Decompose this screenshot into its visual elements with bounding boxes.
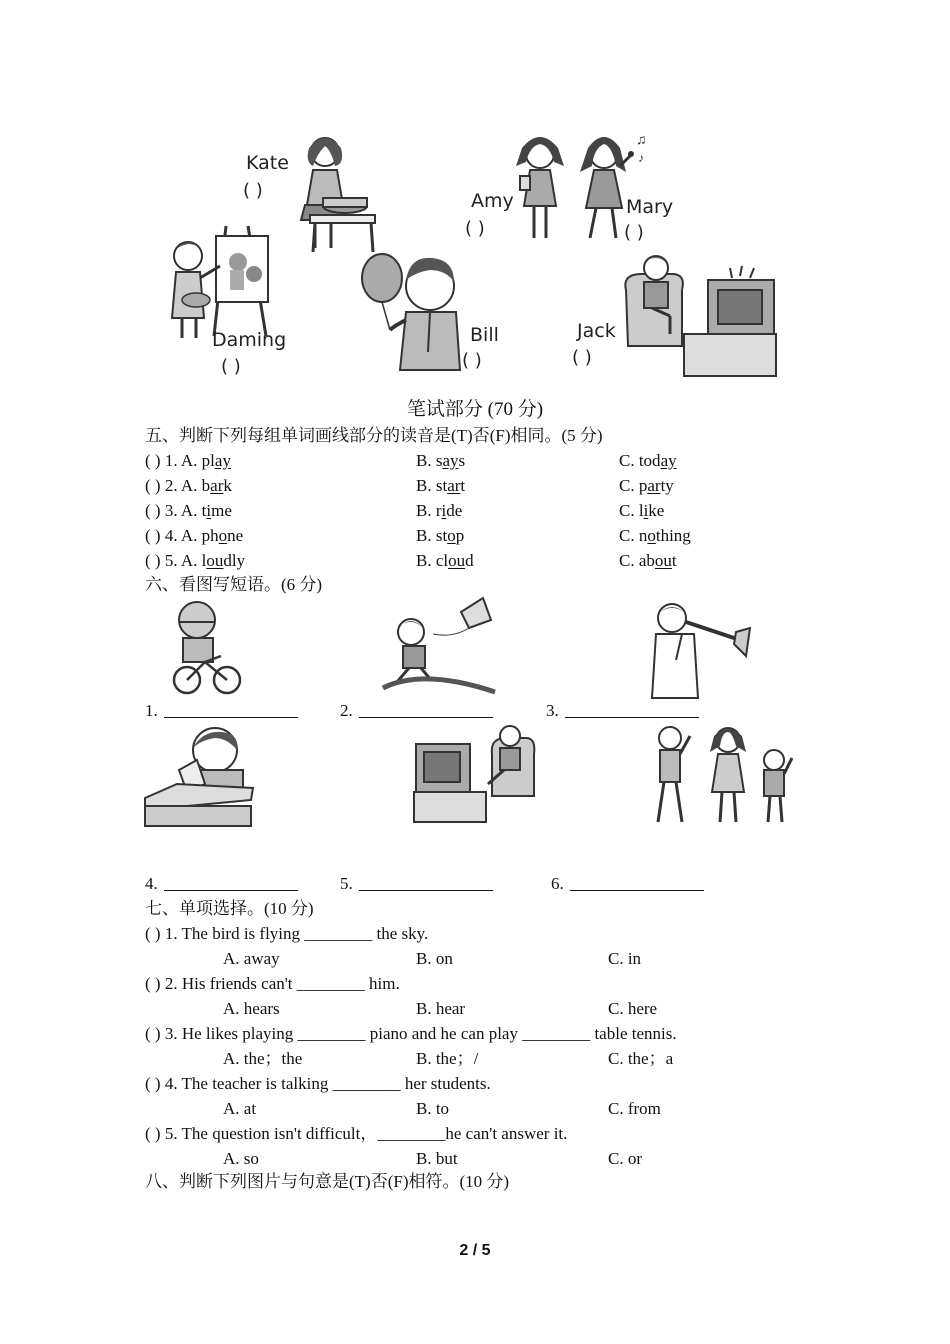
bill-label: Bill <box>470 324 499 346</box>
phonics-option-c: C. today <box>619 451 677 470</box>
choice-option-c[interactable]: C. here <box>608 999 658 1018</box>
phrase-2-blank[interactable] <box>359 701 493 718</box>
choice-question-5[interactable]: ( ) 5. The question isn't difficult，________he can't answer it. <box>145 1124 568 1143</box>
daming-label: Daming <box>212 329 287 351</box>
choice-option-b[interactable]: B. to <box>416 1099 450 1118</box>
choice-option-c[interactable]: C. in <box>608 949 642 968</box>
phonics-option-b: B. says <box>416 451 466 470</box>
phrase-6-blank[interactable] <box>570 874 704 891</box>
section5-heading: 五、判断下列每组单词画线部分的读音是(T)否(F)相同。(5 分) <box>145 426 603 445</box>
bill-answer-parens[interactable]: ( ) <box>462 350 482 371</box>
choice-option-c[interactable]: C. from <box>608 1099 661 1118</box>
children-waving-picture <box>652 722 802 828</box>
svg-text:♪: ♪ <box>638 151 644 165</box>
phrase-4-line[interactable]: 4. <box>145 873 298 895</box>
section8-heading: 八、判断下列图片与句意是(T)否(F)相符。(10 分) <box>145 1172 510 1191</box>
daming-painting-picture <box>166 226 278 344</box>
phonics-option-c: C. nothing <box>619 526 691 545</box>
phrase-3-line[interactable]: 3. <box>546 700 699 722</box>
phonics-option-b: B. cloud <box>416 551 474 570</box>
choice-question-2[interactable]: ( ) 2. His friends can't ________ him. <box>145 974 400 993</box>
phonics-question-1[interactable]: ( ) 1. A. play <box>145 451 231 470</box>
bill-balloon-picture <box>360 250 470 380</box>
phrase-1-blank[interactable] <box>164 701 298 718</box>
kate-label: Kate <box>246 152 289 174</box>
phonics-question-5[interactable]: ( ) 5. A. loudly <box>145 551 246 570</box>
phrase-5-blank[interactable] <box>359 874 493 891</box>
choice-option-b[interactable]: B. the；/ <box>416 1049 479 1068</box>
phrase-5-line[interactable]: 5. <box>340 873 493 895</box>
phonics-option-b: B. ride <box>416 501 463 520</box>
watch-tv-picture <box>414 724 538 824</box>
phonics-option-b: B. stop <box>416 526 465 545</box>
phonics-option-b: B. start <box>416 476 466 495</box>
phrase-2-line[interactable]: 2. <box>340 700 493 722</box>
choice-option-a[interactable]: A. the；the <box>223 1049 303 1068</box>
phonics-question-2[interactable]: ( ) 2. A. bark <box>145 476 232 495</box>
phrase-1-line[interactable]: 1. <box>145 700 298 722</box>
mary-label: Mary <box>626 196 674 218</box>
choice-question-4[interactable]: ( ) 4. The teacher is talking ________ her students. <box>145 1074 491 1093</box>
ride-bike-picture <box>165 600 245 696</box>
choice-option-c[interactable]: C. or <box>608 1149 642 1168</box>
phrase-6-line[interactable]: 6. <box>551 873 704 895</box>
page-number: 2 / 5 <box>459 1242 491 1259</box>
jack-tv-picture <box>622 250 782 378</box>
choice-option-a[interactable]: A. away <box>223 949 280 968</box>
daming-answer-parens[interactable]: ( ) <box>221 356 241 377</box>
section6-heading: 六、看图写短语。(6 分) <box>145 575 323 594</box>
play-trumpet-picture <box>652 600 752 698</box>
choice-question-1[interactable]: ( ) 1. The bird is flying ________ the sky. <box>145 924 429 943</box>
phrase-3-blank[interactable] <box>565 701 699 718</box>
choice-option-a[interactable]: A. hears <box>223 999 280 1018</box>
choice-option-b[interactable]: B. on <box>416 949 453 968</box>
fly-kite-picture <box>383 598 501 696</box>
read-book-picture <box>145 720 255 826</box>
phrase-4-blank[interactable] <box>164 874 298 891</box>
amy-label: Amy <box>471 190 514 212</box>
choice-option-b[interactable]: B. hear <box>416 999 466 1018</box>
jack-label: Jack <box>577 320 616 342</box>
svg-text:♫: ♫ <box>636 133 647 148</box>
choice-option-b[interactable]: B. but <box>416 1149 458 1168</box>
choice-option-c[interactable]: C. the；a <box>608 1049 674 1068</box>
mary-answer-parens[interactable]: ( ) <box>624 222 644 243</box>
phonics-option-c: C. like <box>619 501 665 520</box>
choice-option-a[interactable]: A. so <box>223 1149 259 1168</box>
phonics-option-c: C. party <box>619 476 674 495</box>
phonics-question-4[interactable]: ( ) 4. A. phone <box>145 526 244 545</box>
kate-cake-picture <box>285 130 380 255</box>
written-part-title: 笔试部分 (70 分) <box>406 399 544 420</box>
choice-question-3[interactable]: ( ) 3. He likes playing ________ piano and he can play ________ table tennis. <box>145 1024 677 1043</box>
section7-heading: 七、单项选择。(10 分) <box>145 899 314 918</box>
phonics-question-3[interactable]: ( ) 3. A. time <box>145 501 232 520</box>
kate-answer-parens[interactable]: ( ) <box>243 180 263 201</box>
choice-option-a[interactable]: A. at <box>223 1099 257 1118</box>
jack-answer-parens[interactable]: ( ) <box>572 347 592 368</box>
phonics-option-c: C. about <box>619 551 677 570</box>
amy-answer-parens[interactable]: ( ) <box>465 218 485 239</box>
